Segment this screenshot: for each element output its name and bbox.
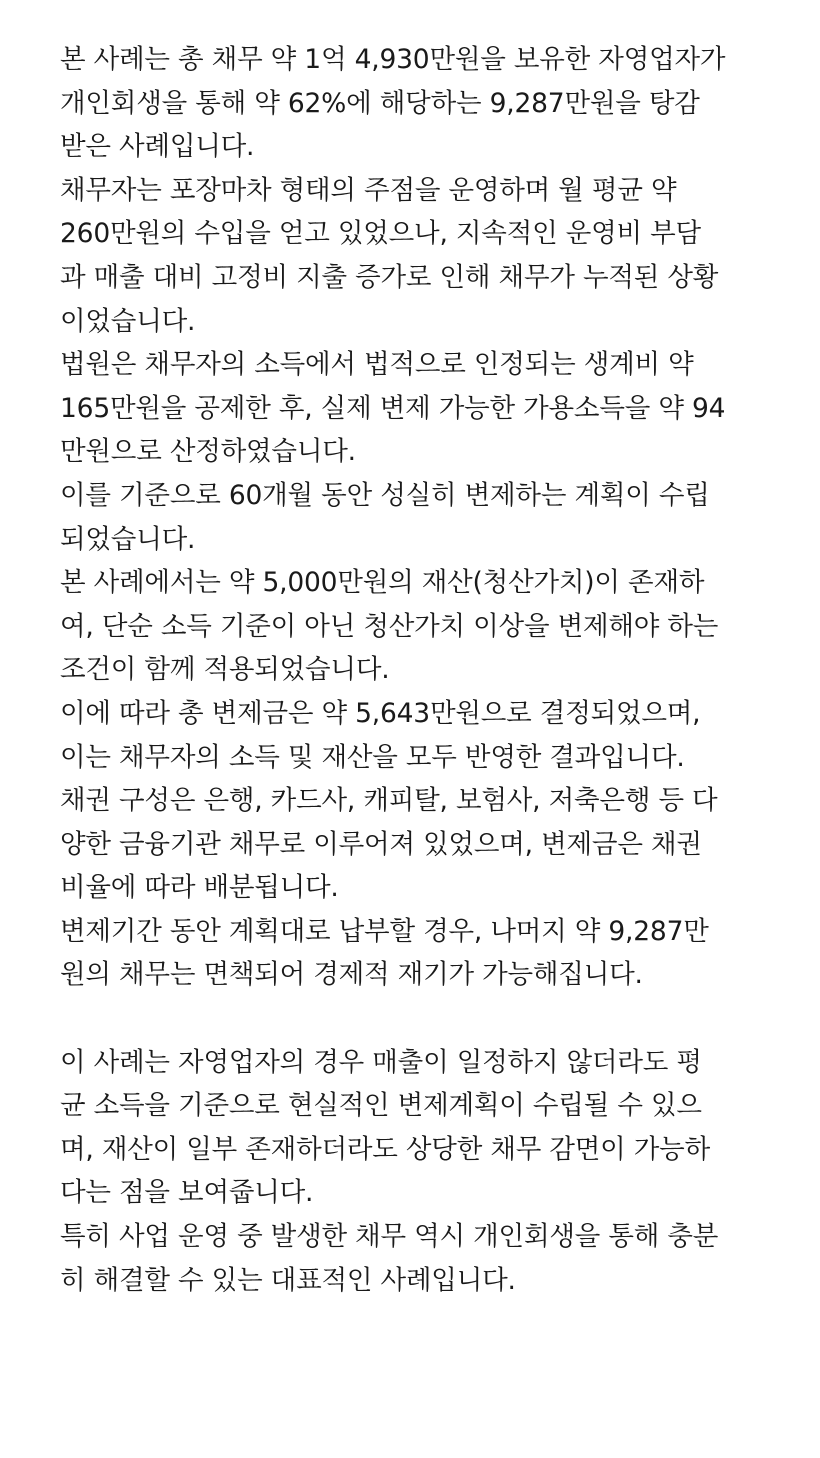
text-line: 채권 구성은 은행, 카드사, 캐피탈, 보험사, 저축은행 등 다 <box>60 785 718 817</box>
text-line: 조건이 함께 적용되었습니다. <box>60 654 390 686</box>
text-line: 변제기간 동안 계획대로 납부할 경우, 나머지 약 9,287만 <box>60 915 709 947</box>
text-line: 비율에 따라 배분됩니다. <box>60 872 339 904</box>
text-line: 여, 단순 소득 기준이 아닌 청산가치 이상을 변제해야 하는 <box>60 610 719 642</box>
text-line: 받은 사례입니다. <box>60 131 255 163</box>
text-line: 며, 재산이 일부 존재하더라도 상당한 채무 감면이 가능하 <box>60 1133 710 1165</box>
text-line: 165만원을 공제한 후, 실제 변제 가능한 가용소득을 약 94 <box>60 392 726 424</box>
text-line: 양한 금융기관 채무로 이루어져 있었으며, 변제금은 채권 <box>60 828 702 860</box>
paragraph-case-summary <box>60 38 764 169</box>
paragraph-conclusion <box>60 1041 764 1215</box>
text-line: 본 사례에서는 약 5,000만원의 재산(청산가치)이 존재하 <box>60 567 705 599</box>
paragraph-discharge <box>60 910 764 997</box>
paragraph-creditor-composition <box>60 779 764 910</box>
paragraph-closing <box>60 1215 764 1302</box>
text-line: 이는 채무자의 소득 및 재산을 모두 반영한 결과입니다. <box>60 741 685 773</box>
text-line: 이 사례는 자영업자의 경우 매출이 일정하지 않더라도 평 <box>60 1046 702 1078</box>
text-line: 균 소득을 기준으로 현실적인 변제계획이 수립될 수 있으 <box>60 1090 702 1122</box>
text-line: 되었습니다. <box>60 523 196 555</box>
text-line: 만원으로 산정하였습니다. <box>60 436 356 468</box>
article-body <box>60 38 764 1302</box>
paragraph-court-calculation <box>60 343 764 474</box>
text-line: 히 해결할 수 있는 대표적인 사례입니다. <box>60 1264 516 1296</box>
paragraph-debtor-background <box>60 169 764 343</box>
text-line: 원의 채무는 면책되어 경제적 재기가 가능해집니다. <box>60 959 643 991</box>
text-line: 이었습니다. <box>60 305 196 337</box>
text-line: 특히 사업 운영 중 발생한 채무 역시 개인회생을 통해 충분 <box>60 1221 719 1253</box>
text-line: 본 사례는 총 채무 약 1억 4,930만원을 보유한 자영업자가 <box>60 44 726 75</box>
text-line: 과 매출 대비 고정비 지출 증가로 인해 채무가 누적된 상황 <box>60 261 719 293</box>
paragraph-repayment-plan <box>60 474 764 561</box>
paragraph-liquidation-value <box>60 561 764 692</box>
text-line: 다는 점을 보여줍니다. <box>60 1177 314 1209</box>
text-line: 이에 따라 총 변제금은 약 5,643만원으로 결정되었으며, <box>60 697 701 729</box>
paragraph-total-repayment <box>60 692 764 779</box>
text-line: 법원은 채무자의 소득에서 법적으로 인정되는 생계비 약 <box>60 349 694 381</box>
text-line: 이를 기준으로 60개월 동안 성실히 변제하는 계획이 수립 <box>60 479 710 511</box>
text-line: 개인회생을 통해 약 62%에 해당하는 9,287만원을 탕감 <box>60 87 700 119</box>
paragraph-gap <box>60 997 764 1041</box>
text-line: 260만원의 수입을 얻고 있었으나, 지속적인 운영비 부담 <box>60 218 701 250</box>
text-line: 채무자는 포장마차 형태의 주점을 운영하며 월 평균 약 <box>60 174 677 206</box>
